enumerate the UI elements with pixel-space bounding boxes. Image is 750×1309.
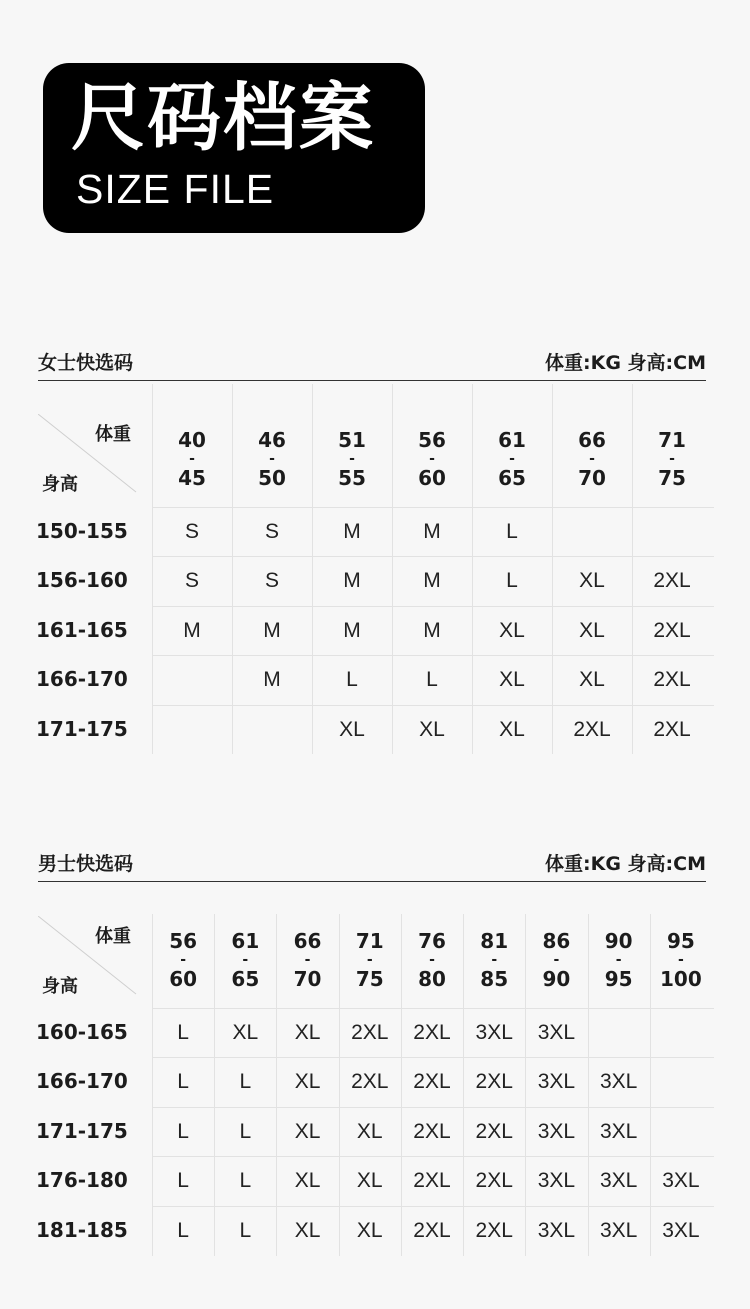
men-size-cell: 3XL [537,1070,576,1094]
women-size-cell: S [184,520,199,543]
women-size-cell: XL [499,717,525,741]
men-weight-column-header [525,931,587,989]
women-size-cell: M [263,668,281,692]
men-size-cell: 3XL [599,1119,638,1143]
women-size-cell: L [506,569,518,593]
weight-min: 76 [418,929,446,953]
men-size-cell: XL [356,1119,383,1143]
men-section-title: 男士快选码 [38,853,134,875]
men-size-cell: XL [356,1169,383,1193]
men-size-cell: L [177,1119,189,1143]
men-row-divider [152,1107,714,1108]
men-size-cell: 2XL [413,1218,451,1242]
women-size-cell: 2XL [653,717,691,741]
women-corner-height-label: 身高 [42,474,78,495]
men-size-cell: 3XL [599,1218,638,1242]
men-size-cell: XL [294,1070,321,1094]
women-section-title: 女士快选码 [38,352,134,374]
women-size-cell: 2XL [653,569,691,593]
men-corner-height-label: 身高 [42,976,78,997]
men-weight-column-header [214,931,276,989]
women-size-cell: M [423,618,441,642]
weight-range-dash: - [366,952,373,968]
men-size-cell: 2XL [475,1218,513,1242]
men-size-cell: 2XL [351,1021,389,1044]
banner-title: 尺码档案 [71,75,375,161]
men-weight-column-header [339,931,401,989]
weight-min: 66 [293,929,322,953]
women-height-row-label: 156-160 [36,568,128,593]
weight-max: 85 [480,967,509,991]
weight-range-dash: - [491,952,498,968]
weight-max: 55 [338,466,366,490]
men-size-cell: 2XL [413,1169,451,1193]
weight-max: 65 [231,967,260,991]
men-height-row-label: 176-180 [36,1168,128,1193]
men-size-cell: 2XL [475,1119,513,1143]
men-weight-column-header [463,931,525,989]
women-size-cell: 2XL [653,668,691,692]
women-height-row-label: 171-175 [36,716,128,741]
men-section-header [38,845,706,882]
weight-min: 40 [178,428,206,452]
weight-max: 90 [542,967,571,991]
weight-min: 95 [666,929,695,953]
women-size-cell: M [183,618,201,642]
weight-min: 81 [480,929,509,953]
men-weight-column-header [276,931,338,989]
men-size-cell: 2XL [475,1169,513,1193]
weight-max: 50 [258,466,286,490]
men-size-cell: 2XL [413,1070,451,1094]
weight-range-dash: - [677,952,684,968]
men-size-cell: L [177,1169,189,1193]
men-corner-weight-label: 体重 [95,926,131,947]
women-size-cell: XL [579,618,605,642]
men-size-cell: XL [294,1119,321,1143]
weight-range-dash: - [429,952,435,968]
weight-min: 71 [658,428,686,452]
women-height-row-label: 161-165 [36,617,128,642]
women-size-cell: XL [499,618,525,642]
weight-min: 46 [258,428,286,452]
weight-max: 95 [604,967,633,991]
men-size-cell: L [177,1218,189,1242]
women-size-cell: S [264,569,279,593]
men-size-cell: L [177,1070,189,1094]
men-size-cell: L [239,1119,252,1143]
women-size-cell: L [506,520,518,543]
men-size-cell: L [239,1070,252,1094]
weight-min: 61 [231,929,260,953]
men-size-cell: XL [356,1218,383,1242]
men-size-cell: 3XL [475,1021,513,1044]
weight-range-dash: - [669,451,675,467]
men-row-divider [152,1206,714,1207]
men-size-cell: 2XL [475,1070,513,1094]
weight-range-dash: - [180,952,187,968]
weight-range-dash: - [349,451,355,467]
men-size-cell: 3XL [599,1169,638,1193]
men-size-cell: 3XL [662,1169,700,1193]
women-size-cell: XL [339,717,365,741]
men-size-cell: 3XL [537,1218,576,1242]
weight-min: 66 [578,428,606,452]
women-size-cell: 2XL [573,717,611,741]
women-size-cell: L [346,668,358,692]
weight-max: 70 [293,967,322,991]
weight-min: 86 [542,929,571,953]
men-size-cell: XL [232,1021,259,1044]
weight-max: 70 [578,466,606,490]
weight-range-dash: - [589,451,595,467]
men-height-row-label: 166-170 [36,1069,128,1094]
men-row-divider [152,1057,714,1058]
weight-min: 56 [169,929,198,953]
women-size-cell: XL [579,569,605,593]
weight-max: 60 [418,466,446,490]
weight-range-dash: - [509,451,515,467]
weight-max: 45 [178,466,206,490]
women-size-cell: XL [579,668,605,692]
weight-min: 71 [355,929,384,953]
banner-subtitle: SIZE FILE [76,166,275,212]
men-height-row-label: 181-185 [36,1217,128,1242]
weight-min: 56 [418,428,446,452]
women-size-cell: L [426,668,438,692]
weight-range-dash: - [553,952,560,968]
weight-max: 75 [658,466,686,490]
men-size-cell: L [239,1218,252,1242]
men-size-cell: 3XL [599,1070,638,1094]
men-units-note: 体重:KG 身高:CM [545,853,706,875]
men-size-cell: 3XL [662,1218,700,1242]
men-size-cell: XL [294,1218,321,1242]
men-size-cell: 2XL [413,1021,451,1044]
weight-max: 80 [418,967,446,991]
women-size-cell: S [264,520,279,543]
weight-range-dash: - [304,952,311,968]
weight-max: 75 [355,967,384,991]
women-size-cell: M [423,520,441,543]
men-size-cell: 2XL [351,1070,389,1094]
weight-max: 100 [660,967,702,991]
men-size-cell: 2XL [413,1119,451,1143]
men-size-cell: XL [294,1169,321,1193]
men-size-cell: L [239,1169,252,1193]
men-height-row-label: 160-165 [36,1020,128,1044]
women-units-note: 体重:KG 身高:CM [545,352,706,374]
weight-range-dash: - [269,451,275,467]
weight-range-dash: - [189,451,195,467]
women-height-row-label: 150-155 [36,519,128,543]
women-size-cell: XL [419,717,445,741]
men-weight-column-header [650,931,712,989]
weight-min: 51 [338,428,366,452]
men-row-divider [152,1156,714,1157]
women-height-row-label: 166-170 [36,667,128,692]
weight-max: 60 [169,967,198,991]
women-size-cell: 2XL [653,618,691,642]
men-weight-column-header [588,931,650,989]
men-weight-column-header [152,931,214,989]
weight-range-dash: - [242,952,249,968]
women-size-cell: M [423,569,441,593]
women-size-cell: XL [499,668,525,692]
weight-min: 61 [498,428,526,452]
men-corner-cell [38,916,138,996]
weight-range-dash: - [429,451,435,467]
men-size-cell: XL [294,1021,321,1044]
women-corner-weight-label: 体重 [95,424,131,445]
men-row-divider [152,1008,714,1009]
weight-max: 65 [498,466,526,490]
men-size-cell: 3XL [537,1119,576,1143]
men-size-cell: 3XL [537,1169,576,1193]
women-size-cell: M [343,618,361,642]
women-size-cell: S [184,569,199,593]
weight-range-dash: - [615,952,622,968]
men-height-row-label: 171-175 [36,1118,128,1143]
women-size-cell: M [343,569,361,593]
men-size-cell: L [177,1021,189,1044]
men-size-cell: 3XL [537,1021,576,1044]
women-size-cell: M [343,520,361,543]
men-weight-column-header [401,931,463,989]
weight-min: 90 [604,929,633,953]
women-size-cell: M [263,618,281,642]
